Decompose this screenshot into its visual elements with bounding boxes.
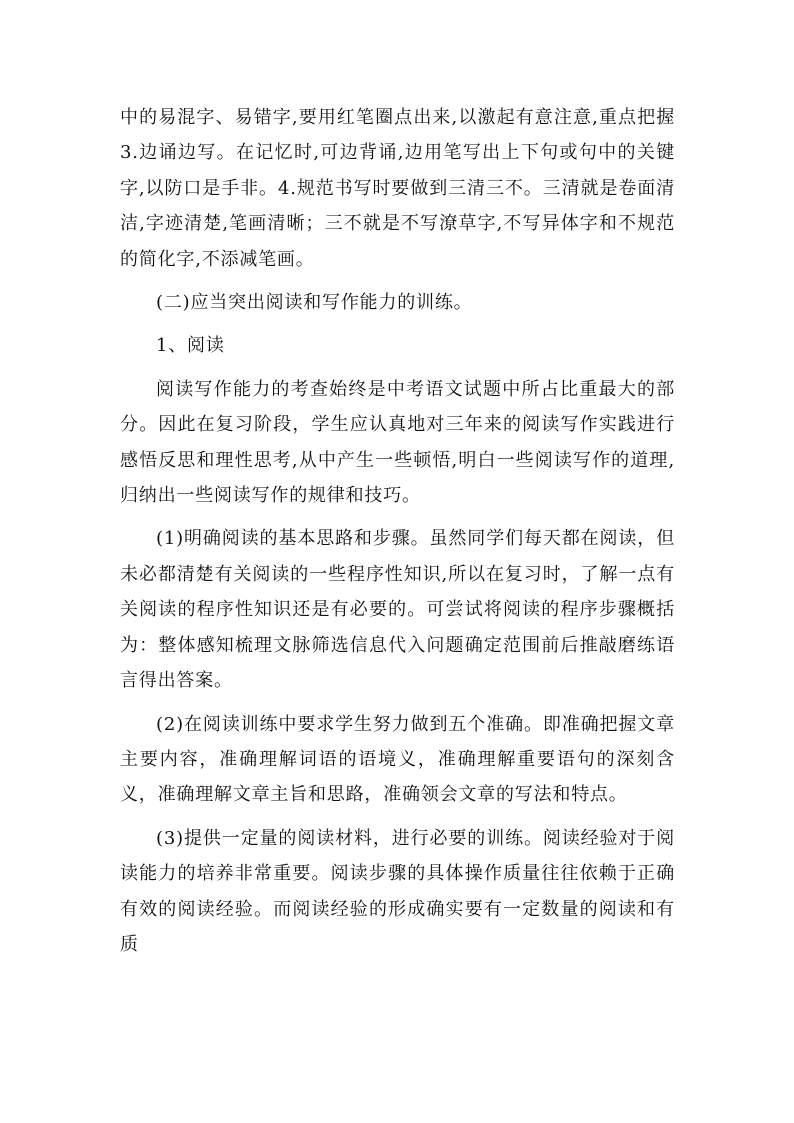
subheading-reading: 1、阅读 <box>156 335 225 357</box>
section-heading-reading-writing: (二)应当突出阅读和写作能力的训练。 <box>156 292 473 314</box>
document-body <box>120 100 675 962</box>
paragraph-reading-steps: (1)明确阅读的基本思路和步骤。虽然同学们每天都在阅读，但未必都清楚有关阅读的一些程序性知识,所以在复习时，了解一点有关阅读的程序性知识还是有必要的。可尝试将阅读的程序步骤概括为：整体感知梳理文脉筛选信息代入问题确定范围前后推敲磨练语言得出答案。 <box>120 528 675 692</box>
paragraph-reading-materials: (3)提供一定量的阅读材料，进行必要的训练。阅读经验对于阅读能力的培养非常重要。阅读步骤的具体操作质量往往依赖于正确有效的阅读经验。而阅读经验的形成确实要有一定数量的阅读和有质 <box>120 827 675 955</box>
paragraph-reading-intro: 阅读写作能力的考查始终是中考语文试题中所占比重最大的部分。因此在复习阶段，学生应认真地对三年来的阅读写作实践进行感悟反思和理性思考,从中产生一些顿悟,明白一些阅读写作的道理,归纳出一些阅读写作的规律和技巧。 <box>120 378 675 507</box>
paragraph-five-accuracies: (2)在阅读训练中要求学生努力做到五个准确。即准确把握文章主要内容，准确理解词语的语境义，准确理解重要语句的深刻含义，准确理解文章主旨和思路，准确领会文章的写法和特点。 <box>120 713 675 806</box>
paragraph-continuation: 中的易混字、易错字,要用红笔圈点出来,以激起有意注意,重点把握3.边诵边写。在记忆时,可边背诵,边用笔写出上下句或句中的关键字,以防口是手非。4.规范书写时要做到三清三不。三清就是卷面清洁,字迹清楚,笔画清晰；三不就是不写潦草字,不写异体字和不规范的简化字,不添减笔画。 <box>120 107 675 270</box>
